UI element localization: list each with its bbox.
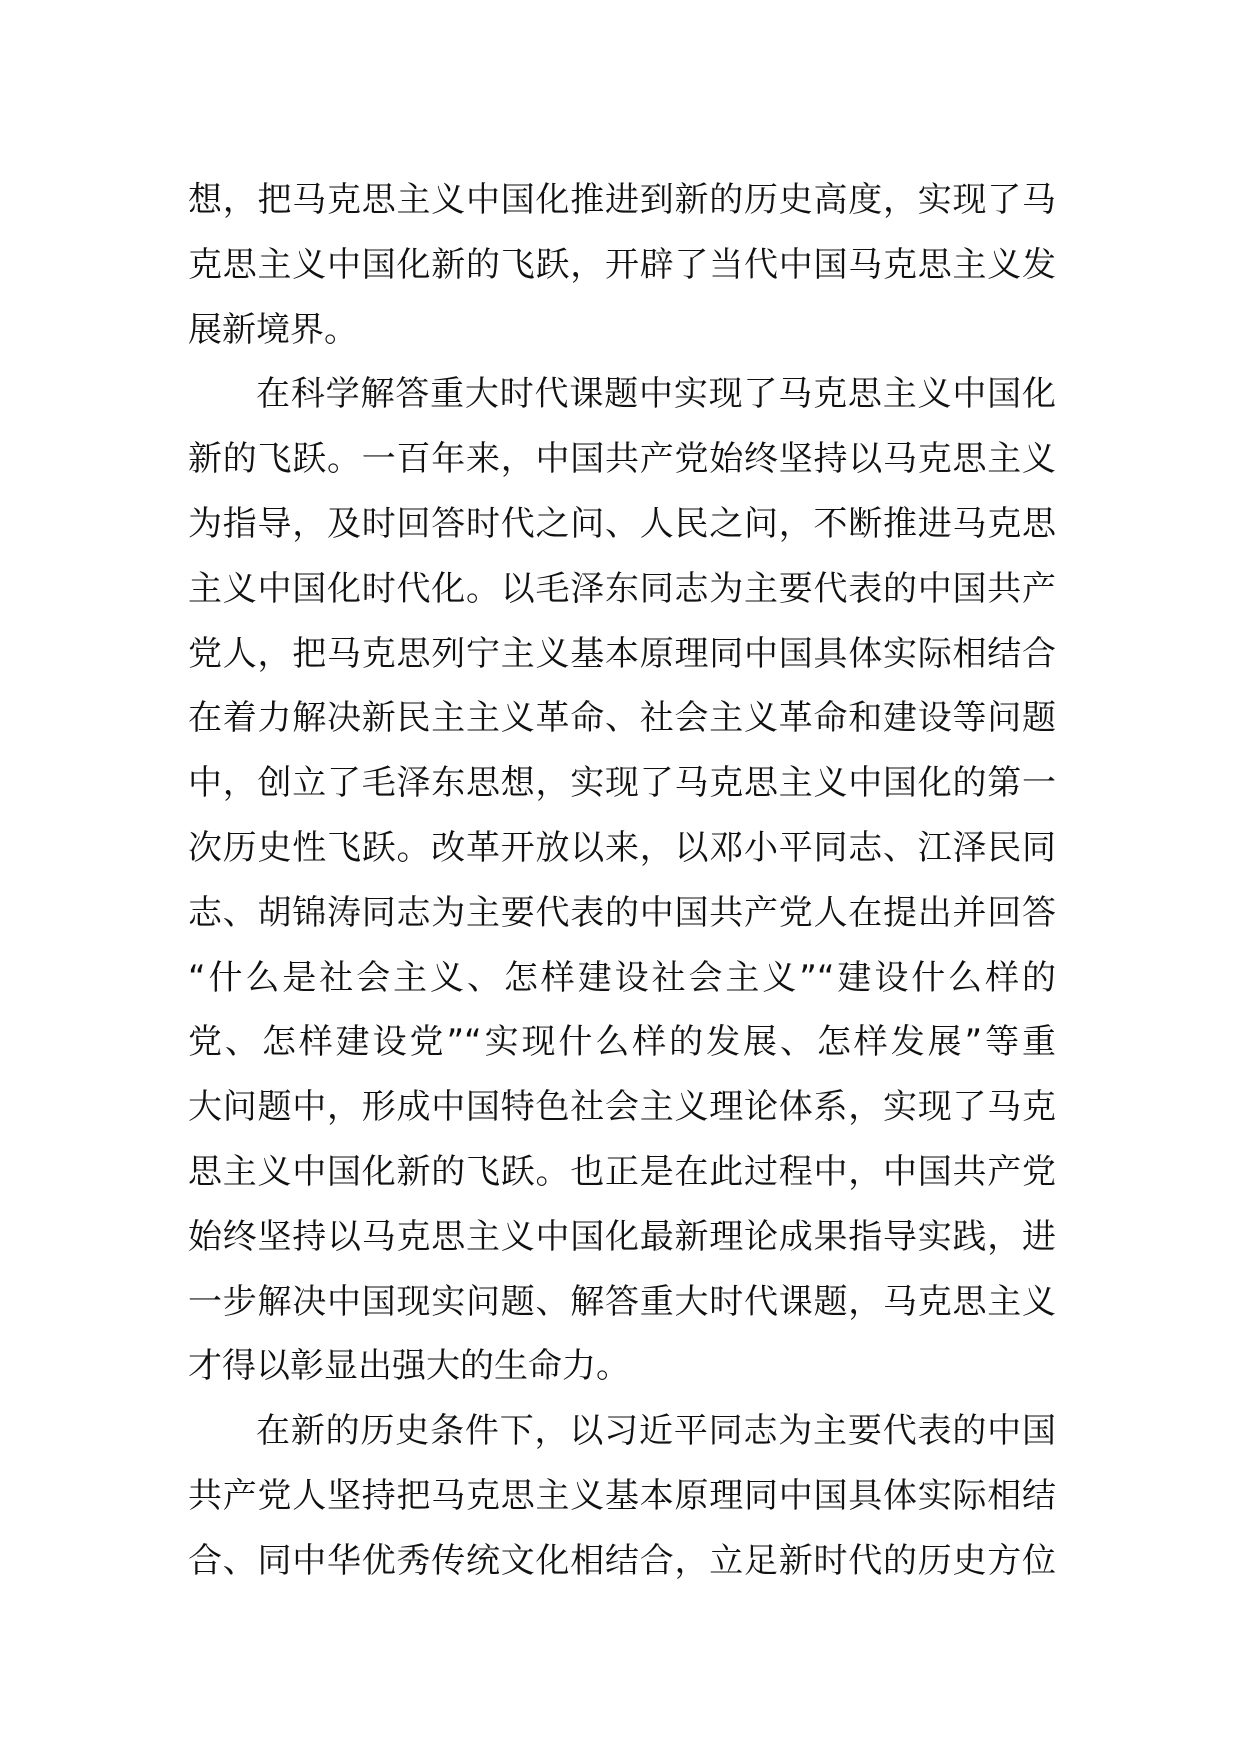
text-line: 主义中国化时代化。以毛泽东同志为主要代表的中国共产 <box>188 568 1056 609</box>
text-line: 合、同中华优秀传统文化相结合，立足新时代的历史方位 <box>188 1540 1056 1581</box>
text-line: 克思主义中国化新的飞跃，开辟了当代中国马克思主义发 <box>188 244 1056 285</box>
paragraph-1 <box>188 168 1056 362</box>
body-text <box>188 168 1056 1594</box>
text-line: 在新的历史条件下，以习近平同志为主要代表的中国 <box>256 1411 1056 1452</box>
text-line: 一步解决中国现实问题、解答重大时代课题，马克思主义 <box>188 1281 1056 1322</box>
text-line: 思主义中国化新的飞跃。也正是在此过程中，中国共产党 <box>188 1151 1056 1192</box>
text-line: 在科学解答重大时代课题中实现了马克思主义中国化 <box>256 374 1056 415</box>
text-line: “什么是社会主义、怎样建设社会主义”“建设什么样的 <box>188 957 1056 998</box>
paragraph-2 <box>188 362 1056 1399</box>
text-line: 始终坚持以马克思主义中国化最新理论成果指导实践，进 <box>188 1216 1056 1257</box>
text-line: 新的飞跃。一百年来，中国共产党始终坚持以马克思主义 <box>188 439 1056 480</box>
text-line: 党、怎样建设党”“实现什么样的发展、怎样发展”等重 <box>188 1022 1056 1063</box>
text-line: 中，创立了毛泽东思想，实现了马克思主义中国化的第一 <box>188 763 1056 804</box>
text-line: 才得以彰显出强大的生命力。 <box>188 1346 630 1387</box>
text-line: 为指导，及时回答时代之问、人民之问，不断推进马克思 <box>188 503 1056 544</box>
text-line: 共产党人坚持把马克思主义基本原理同中国具体实际相结 <box>188 1475 1056 1516</box>
text-line: 想，把马克思主义中国化推进到新的历史高度，实现了马 <box>188 180 1056 220</box>
text-line: 次历史性飞跃。改革开放以来，以邓小平同志、江泽民同 <box>188 827 1056 868</box>
text-line: 展新境界。 <box>188 309 358 350</box>
text-line: 大问题中，形成中国特色社会主义理论体系，实现了马克 <box>188 1087 1056 1128</box>
text-line: 在着力解决新民主主义革命、社会主义革命和建设等问题 <box>188 698 1056 739</box>
text-line: 志、胡锦涛同志为主要代表的中国共产党人在提出并回答 <box>188 892 1056 933</box>
paragraph-3 <box>188 1399 1056 1593</box>
text-line: 党人，把马克思列宁主义基本原理同中国具体实际相结合 <box>188 633 1056 674</box>
